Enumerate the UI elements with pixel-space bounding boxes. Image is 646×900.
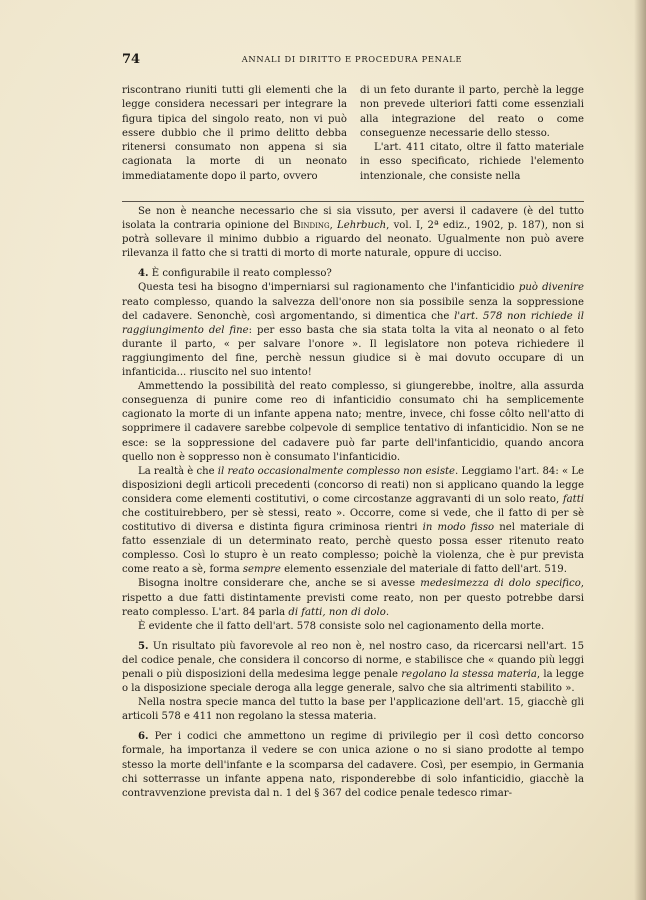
- section-number: 6.: [138, 731, 149, 743]
- running-head: ANNALI DI DIRITTO E PROCEDURA PENALE: [241, 54, 463, 64]
- page-edge-shadow: [634, 0, 646, 900]
- book-title: Lehrbuch: [337, 220, 387, 232]
- text-run: Questa tesi ha bisogno d'imperniarsi sul ragionamento che l'infanticidio: [138, 282, 519, 294]
- emphasis: in modo fisso: [422, 522, 495, 534]
- text-run: nel materiale di fatto essenziale di un determinato reato, perchè questo possa esser ritenuto reato complesso. Così lo stupro è un reato complesso; poichè la violenza, che è pur prevista come reato a sè, forma: [122, 522, 584, 576]
- section-number: 5.: [138, 640, 149, 652]
- page-number: 74: [122, 52, 141, 67]
- section-4-paragraph-1: [122, 281, 584, 380]
- section-4-paragraph-2: Ammettendo la possibilità del reato complesso, si giungerebbe, inoltre, alla assurda conseguenza di punire come reo di infanticidio consumato chi ha semplicemente cagionato la morte di un infante appena nato; mentre, invece, chi fosse côlto nell'atto di sopprimere il cadavere sarebbe colpevole di semplice tentativo di infanticidio. Non se ne esce: se la soppressione del cadavere può far parte dell'infanticidio, quando ancora quello non è soppresso non è consumato l'infanticidio.: [122, 381, 584, 463]
- paragraph-note: [122, 205, 584, 261]
- text-run: reato complesso, quando la salvezza dell'onore non sia possibile senza la soppressione del cadavere. Senonchè, così argomentando, si dimentica che: [122, 296, 584, 322]
- text-run: elemento essenziale del materiale di fatto dell'art. 519.: [280, 564, 567, 576]
- text-run: Se non è neanche necessario che si sia vissuto, per aversi il cadavere (è del tutto isolata la contraria opinione del: [122, 206, 584, 232]
- right-column: [360, 84, 584, 184]
- left-column-text: riscontrano riuniti tutti gli elementi che la legge considera necessari per integrare la figura tipica del singolo reato, non vi può essere dubbio che il primo delitto debba ritenersi consumato non appena si sia cagionata la morte di un neonato immediatamente dopo il parto, ovvero: [122, 85, 347, 182]
- emphasis: il reato occasionalmente complesso non esiste: [217, 465, 456, 477]
- section-4-heading: [122, 267, 584, 281]
- text-run: , rispetto a due fatti distintamente previsti come reato, non per questo potrebbe darsi reato complesso. L'art. 84 parla: [122, 578, 584, 618]
- emphasis: fatti: [562, 493, 584, 505]
- author-name: Binding: [293, 220, 330, 232]
- emphasis: può divenire: [518, 282, 584, 294]
- emphasis: regolano la stessa materia: [401, 669, 537, 680]
- text-run: : per esso basta che sia stata tolta la vita al neonato o al feto durante il parto, « per salvare l'onore ». Il legislatore non poteva richiedere il raggiungimento del fine, perchè nessun giudice si è mai dovuto occupare di un infanticida... riuscito nel suo intento!: [122, 324, 585, 379]
- text-run: .: [385, 606, 390, 618]
- text-run: che costituirebbero, per sè stessi, reato ». Occorre, come si vede, che il fatto di per sè costitutivo di diversa e distinta figura criminosa rientri: [122, 507, 584, 534]
- emphasis: di fatti, non di dolo: [288, 606, 386, 618]
- column-separator-rule: [122, 201, 584, 202]
- section-5-paragraph-2: Nella nostra specie manca del tutto la base per l'applicazione dell'art. 15, giacchè gli articoli 578 e 411 non regolano la stessa materia.: [122, 697, 584, 723]
- text-run: La realtà è che: [138, 465, 218, 477]
- text-run: Bisogna inoltre considerare che, anche se si avesse: [138, 578, 421, 590]
- right-column-paragraph-1: di un feto durante il parto, perchè la legge non prevede ulteriori fatti come essenziali alla integrazione del reato o come conseguenze necessarie dello stesso.: [360, 85, 584, 139]
- text-run: . Leggiamo l'art. 84: « Le disposizioni degli articoli precedenti (concorso di reati) non si applicano quando la legge considera come elementi costitutivi, o come circostanze aggravanti di un solo reato,: [122, 465, 585, 505]
- section-4-paragraph-4: [122, 577, 584, 619]
- section-6-paragraph-1: [122, 730, 584, 800]
- right-column-paragraph-2: L'art. 411 citato, oltre il fatto materiale in esso specificato, richiede l'elemento intenzionale, che consiste nella: [360, 142, 584, 182]
- left-column: [122, 84, 347, 184]
- section-4-paragraph-5: È evidente che il fatto dell'art. 578 consiste solo nel cagionamento della morte.: [138, 620, 545, 632]
- text-run: Un risultato più favorevole al reo non è, nel nostro caso, da ricercarsi nell'art. 15 del codice penale, che considera il concorso di norme, e stabilisce che « quando più leggi penali o più disposizioni della medesima legge penale: [122, 640, 584, 680]
- emphasis: l'art. 578 non richiede il raggiungimento del fine: [122, 310, 584, 336]
- emphasis: medesimezza di dolo specifico: [420, 578, 581, 590]
- emphasis: sempre: [242, 564, 281, 576]
- text-run: , vol. I, 2ª ediz., 1902, p. 187), non si potrà sollevare il minimo dubbio a riguardo del neonato. Ugualmente non può avere rilevanza il fatto che si tratti di morto di morte naturale, oppure di ucciso.: [122, 220, 584, 260]
- text-run: , la legge o la disposizione speciale deroga alla legge generale, salvo che sia altrimenti stabilito ».: [122, 669, 584, 695]
- section-number: 4.: [138, 268, 149, 280]
- text-run: ,: [329, 220, 338, 232]
- section-4-paragraph-3: [122, 465, 584, 578]
- text-run: Per i codici che ammettono un regime di privilegio per il così detto concorso formale, ha importanza il vedere se con unica azione o no si siano prodotte al tempo stesso la morte dell'infante e la scomparsa del cadavere. Così, per esempio, in Germania chi sotterrasse un infante appena nato, risponderebbe di solo infanticidio, giacchè la contravvenzione prevista dal n. 1 del § 367 del codice penale tedesco rimar-: [122, 731, 584, 799]
- body-text: [122, 205, 584, 801]
- page-header: [122, 52, 582, 68]
- section-5-paragraph-1: [122, 640, 584, 696]
- section-title: È configurabile il reato complesso?: [148, 268, 332, 280]
